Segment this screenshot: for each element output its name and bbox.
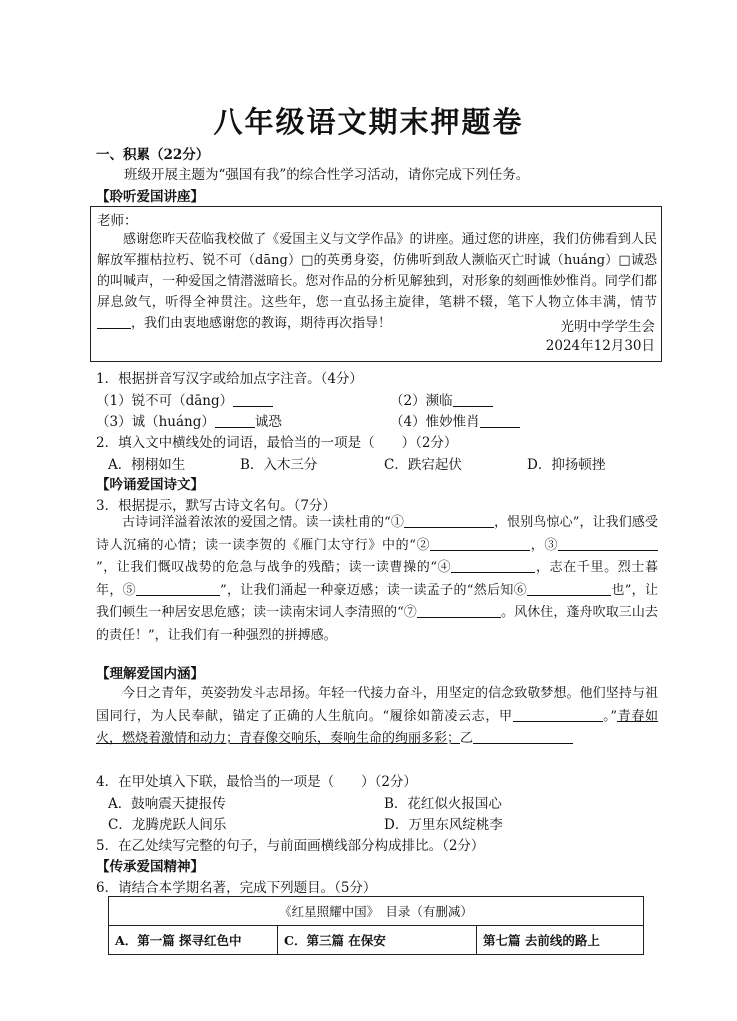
answer-blank[interactable] [527, 582, 611, 596]
q4-option-a[interactable]: A．鼓响震天捷报传 [108, 796, 226, 812]
page-title: 八年级语文期末押题卷 [213, 105, 524, 139]
q4-option-c[interactable]: C．龙腾虎跃人间乐 [108, 817, 227, 833]
part-label-spirit: 【传承爱国精神】 [96, 859, 204, 875]
reading-passage: 今日之青年，英姿勃发斗志昂扬。年轻一代接力奋斗，用坚定的信念致敬梦想。他们坚持与祖国同行，为人民奉献，锚定了正确的人生航向。“履徐如箭凌云志，甲 。”青春如火，燃烧着激情和动力；青春像交响乐，奏响生命的绚丽多彩；乙 [96, 686, 658, 746]
q2-option-a[interactable]: A．栩栩如生 [108, 457, 186, 473]
answer-blank[interactable] [215, 414, 255, 429]
letter-sign-date: 2024年12月30日 [545, 338, 655, 354]
section-intro: 班级开展主题为“强国有我”的综合性学习活动，请你完成下列任务。 [124, 167, 530, 183]
q1-item-d: （4）惟妙惟肖 [390, 410, 520, 430]
toc-title: 《红星照耀中国》 目录（有删减） [109, 897, 644, 926]
q1-item-a: （1）锐不可（dāng） [96, 389, 273, 409]
part-label-lecture: 【聆听爱国讲座】 [96, 189, 204, 205]
answer-blank[interactable] [480, 414, 520, 429]
answer-blank[interactable] [404, 514, 494, 528]
letter-box [90, 206, 662, 362]
underlined-sentence: 青春如火，燃烧着激情和动力；青春像交响乐，奏响生命的绚丽多彩； [96, 708, 658, 746]
q3-passage: 古诗词洋溢着浓浓的爱国之情。读一读杜甫的“① ，恨别鸟惊心”，让我们感受诗人沉痛的心情；读一读李贺的《雁门太守行》中的“② ，③”，让我们慨叹战势的危急与战争的残酷；读一读曹操的“④ ，志在千里。烈士暮年，⑤ ”，让我们涌起一种豪迈感；读一读孟子的“然后知⑥ 也”，让我们顿生一种居安思危感；读一读南宋词人李清照的“⑦ 。风休住，蓬舟吹取三山去的责任！”，让我们有一种强烈的拼搏感。 [96, 515, 658, 643]
q2-option-d[interactable]: D．抑扬顿挫 [527, 457, 606, 473]
answer-blank[interactable] [417, 604, 501, 618]
question-3-stem: 3．根据提示，默写古诗文名句。（7分） [96, 498, 336, 514]
q2-option-b[interactable]: B．入木三分 [240, 457, 318, 473]
q1-item-c: （3）诚（huáng） 诚恐 [96, 414, 282, 430]
part-label-meaning: 【理解爱国内涵】 [96, 666, 204, 682]
question-2-stem: 2．填入文中横线处的词语，最恰当的一项是（ ）（2分） [96, 435, 458, 451]
q1-item-b: （2）濒临 [390, 389, 493, 409]
question-1-stem: 1．根据拼音写汉字或给加点字注音。（4分） [96, 371, 363, 387]
answer-blank[interactable] [451, 559, 535, 573]
part-label-poetry: 【吟诵爱国诗文】 [96, 477, 204, 493]
answer-blank[interactable] [453, 393, 493, 408]
letter-body: 感谢您昨天莅临我校做了《爱国主义与文学作品》的讲座。通过您的讲座，我们仿佛看到人民解放军摧枯拉朽、锐不可（dāng）□的英勇身姿，仿佛听到敌人濒临灭亡时诚（huáng）□诚恐的叫喊声，一种爱国之情潜滋暗长。您对作品的分析见解独到，对形象的刻画惟妙惟肖。同学们都屏息敛气，听得全神贯注。这些年，您一直弘扬主旋律，笔耕不辍，笔下人物立体丰满，情节，我们由衷地感谢您的教诲，期待再次指导！ [97, 232, 657, 331]
section-heading: 一、积累（22分） [96, 147, 210, 163]
q4-option-b[interactable]: B．花红似火报国心 [384, 796, 502, 812]
toc-cell: A．第一篇 探寻红色中 [109, 926, 278, 955]
question-5-stem: 5．在乙处续写完整的句子，与前面画横线部分构成排比。（2分） [96, 838, 485, 854]
letter-sign-org: 光明中学学生会 [560, 319, 655, 335]
answer-blank-yi[interactable] [473, 730, 573, 744]
toc-cell: C．第三篇 在保安 [278, 926, 477, 955]
q2-option-c[interactable]: C．跌宕起伏 [384, 457, 462, 473]
answer-blank[interactable] [136, 582, 220, 596]
answer-blank[interactable] [430, 537, 530, 551]
question-4-stem: 4．在甲处填入下联，最恰当的一项是（ ）（2分） [96, 774, 417, 790]
answer-blank[interactable] [558, 537, 658, 551]
q4-option-d[interactable]: D．万里东风绽桃李 [384, 817, 503, 833]
blank-line[interactable] [97, 315, 131, 329]
book-toc-table [108, 896, 644, 955]
answer-blank[interactable] [233, 393, 273, 408]
question-6-stem: 6．请结合本学期名著，完成下列题目。（5分） [96, 880, 377, 896]
answer-blank-jia[interactable] [513, 708, 603, 722]
letter-greeting: 老师： [97, 213, 138, 229]
toc-cell: 第七篇 去前线的路上 [477, 926, 644, 955]
